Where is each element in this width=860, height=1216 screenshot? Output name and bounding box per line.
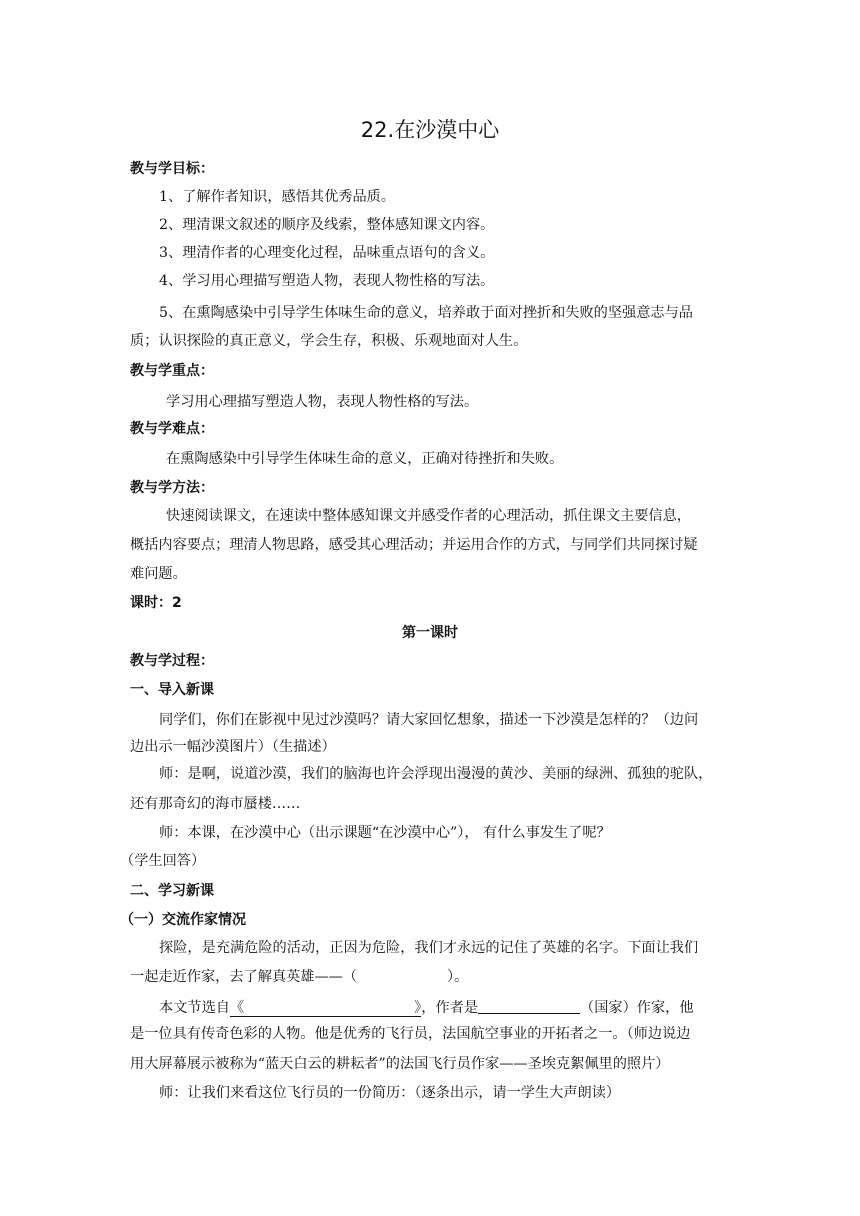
book-title-underline [244,1000,414,1014]
book-title-blank [230,1000,421,1017]
paragraph-line [130,970,730,984]
objective-item: 5、在熏陶感染中引导学生体味生命的意义，培养敢于面对挫折和失败的坚强意志与品 [159,305,693,321]
paragraph-line: 师：让我们来看这位飞行员的一份简历：（逐条出示，请一学生大声朗读） [159,1085,621,1101]
objective-item: 3、理清作者的心理变化过程，品味重点语句的含义。 [159,245,495,261]
paragraph-line: 探险，是充满危险的活动，正因为危险，我们才永远的记住了英雄的名字。下面让我们 [159,940,699,956]
book-title-close-mark: 》 [414,1000,422,1016]
book-title-open-mark: 《 [229,1000,245,1016]
objective-item-continued: 质；认识探险的真正意义，学会生存，积极、乐观地面对人生。 [130,333,528,349]
paragraph-text: ，作者是 [421,1000,479,1016]
key-points-text: 学习用心理描写塑造人物，表现人物性格的写法。 [166,394,479,410]
paragraph-line: 师：本课，在沙漠中心（出示课题“在沙漠中心”）， 有什么事发生了呢？ [159,825,611,841]
section-heading: 二、学习新课 [130,883,214,899]
nationality-blank [478,999,580,1014]
paragraph-line: 师：是啊，说道沙漠，我们的脑海也许会浮现出漫漫的黄沙、美丽的绿洲、孤独的驼队， [159,766,713,782]
paragraph-line: 用大屏幕展示被称为“蓝天白云的耕耘者”的法国飞行员作家——圣埃克絮佩里的照片） [130,1056,670,1072]
objective-item: 2、理清课文叙述的顺序及线索，整体感知课文内容。 [159,217,495,233]
objective-item: 1、了解作者知识，感悟其优秀品质。 [159,189,396,205]
paragraph-line: 是一位具有传奇色彩的人物。他是优秀的飞行员，法国航空事业的开拓者之一。（师边说边 [130,1026,691,1042]
paragraph-text: ）。 [447,969,469,985]
subsection-heading: （一）交流作家情况 [120,912,246,928]
class-hours: 课时：2 [130,595,182,611]
process-heading: 教与学过程： [130,653,214,669]
methods-text: 难问题。 [130,566,187,582]
difficulties-text: 在熏陶感染中引导学生体味生命的意义，正确对待挫折和失败。 [166,451,564,467]
paragraph-text: （国家）作家，他 [580,1000,694,1016]
paragraph-line [159,999,759,1015]
section-heading: 一、导入新课 [130,682,214,698]
methods-text: 快速阅读课文，在速读中整体感知课文并感受作者的心理活动，抓住课文主要信息， [166,508,691,524]
objective-item: 4、学习用心理描写塑造人物，表现人物性格的写法。 [159,273,495,289]
key-points-heading: 教与学重点： [130,363,214,379]
paragraph-line: 边出示一幅沙漠图片）（生描述） [130,739,336,755]
difficulties-heading: 教与学难点： [130,421,214,437]
paragraph-text: 一起走近作家，去了解真英雄——（ [130,969,358,985]
paragraph-line: 还有那奇幻的海市蜃楼…… [130,796,301,812]
paragraph-text: 本文节选自 [159,1000,230,1016]
objectives-heading: 教与学目标： [130,161,214,177]
lesson-title: 第一课时 [402,625,458,641]
methods-text: 概括内容要点；理清人物思路，感受其心理活动；并运用合作的方式，与同学们共同探讨疑 [130,537,698,553]
paragraph-line: （学生回答） [120,853,206,869]
methods-heading: 教与学方法： [130,480,214,496]
document-title: 22.在沙漠中心 [360,118,500,142]
paragraph-line: 同学们，你们在影视中见过沙漠吗？请大家回忆想象，描述一下沙漠是怎样的？（边问 [159,712,699,728]
